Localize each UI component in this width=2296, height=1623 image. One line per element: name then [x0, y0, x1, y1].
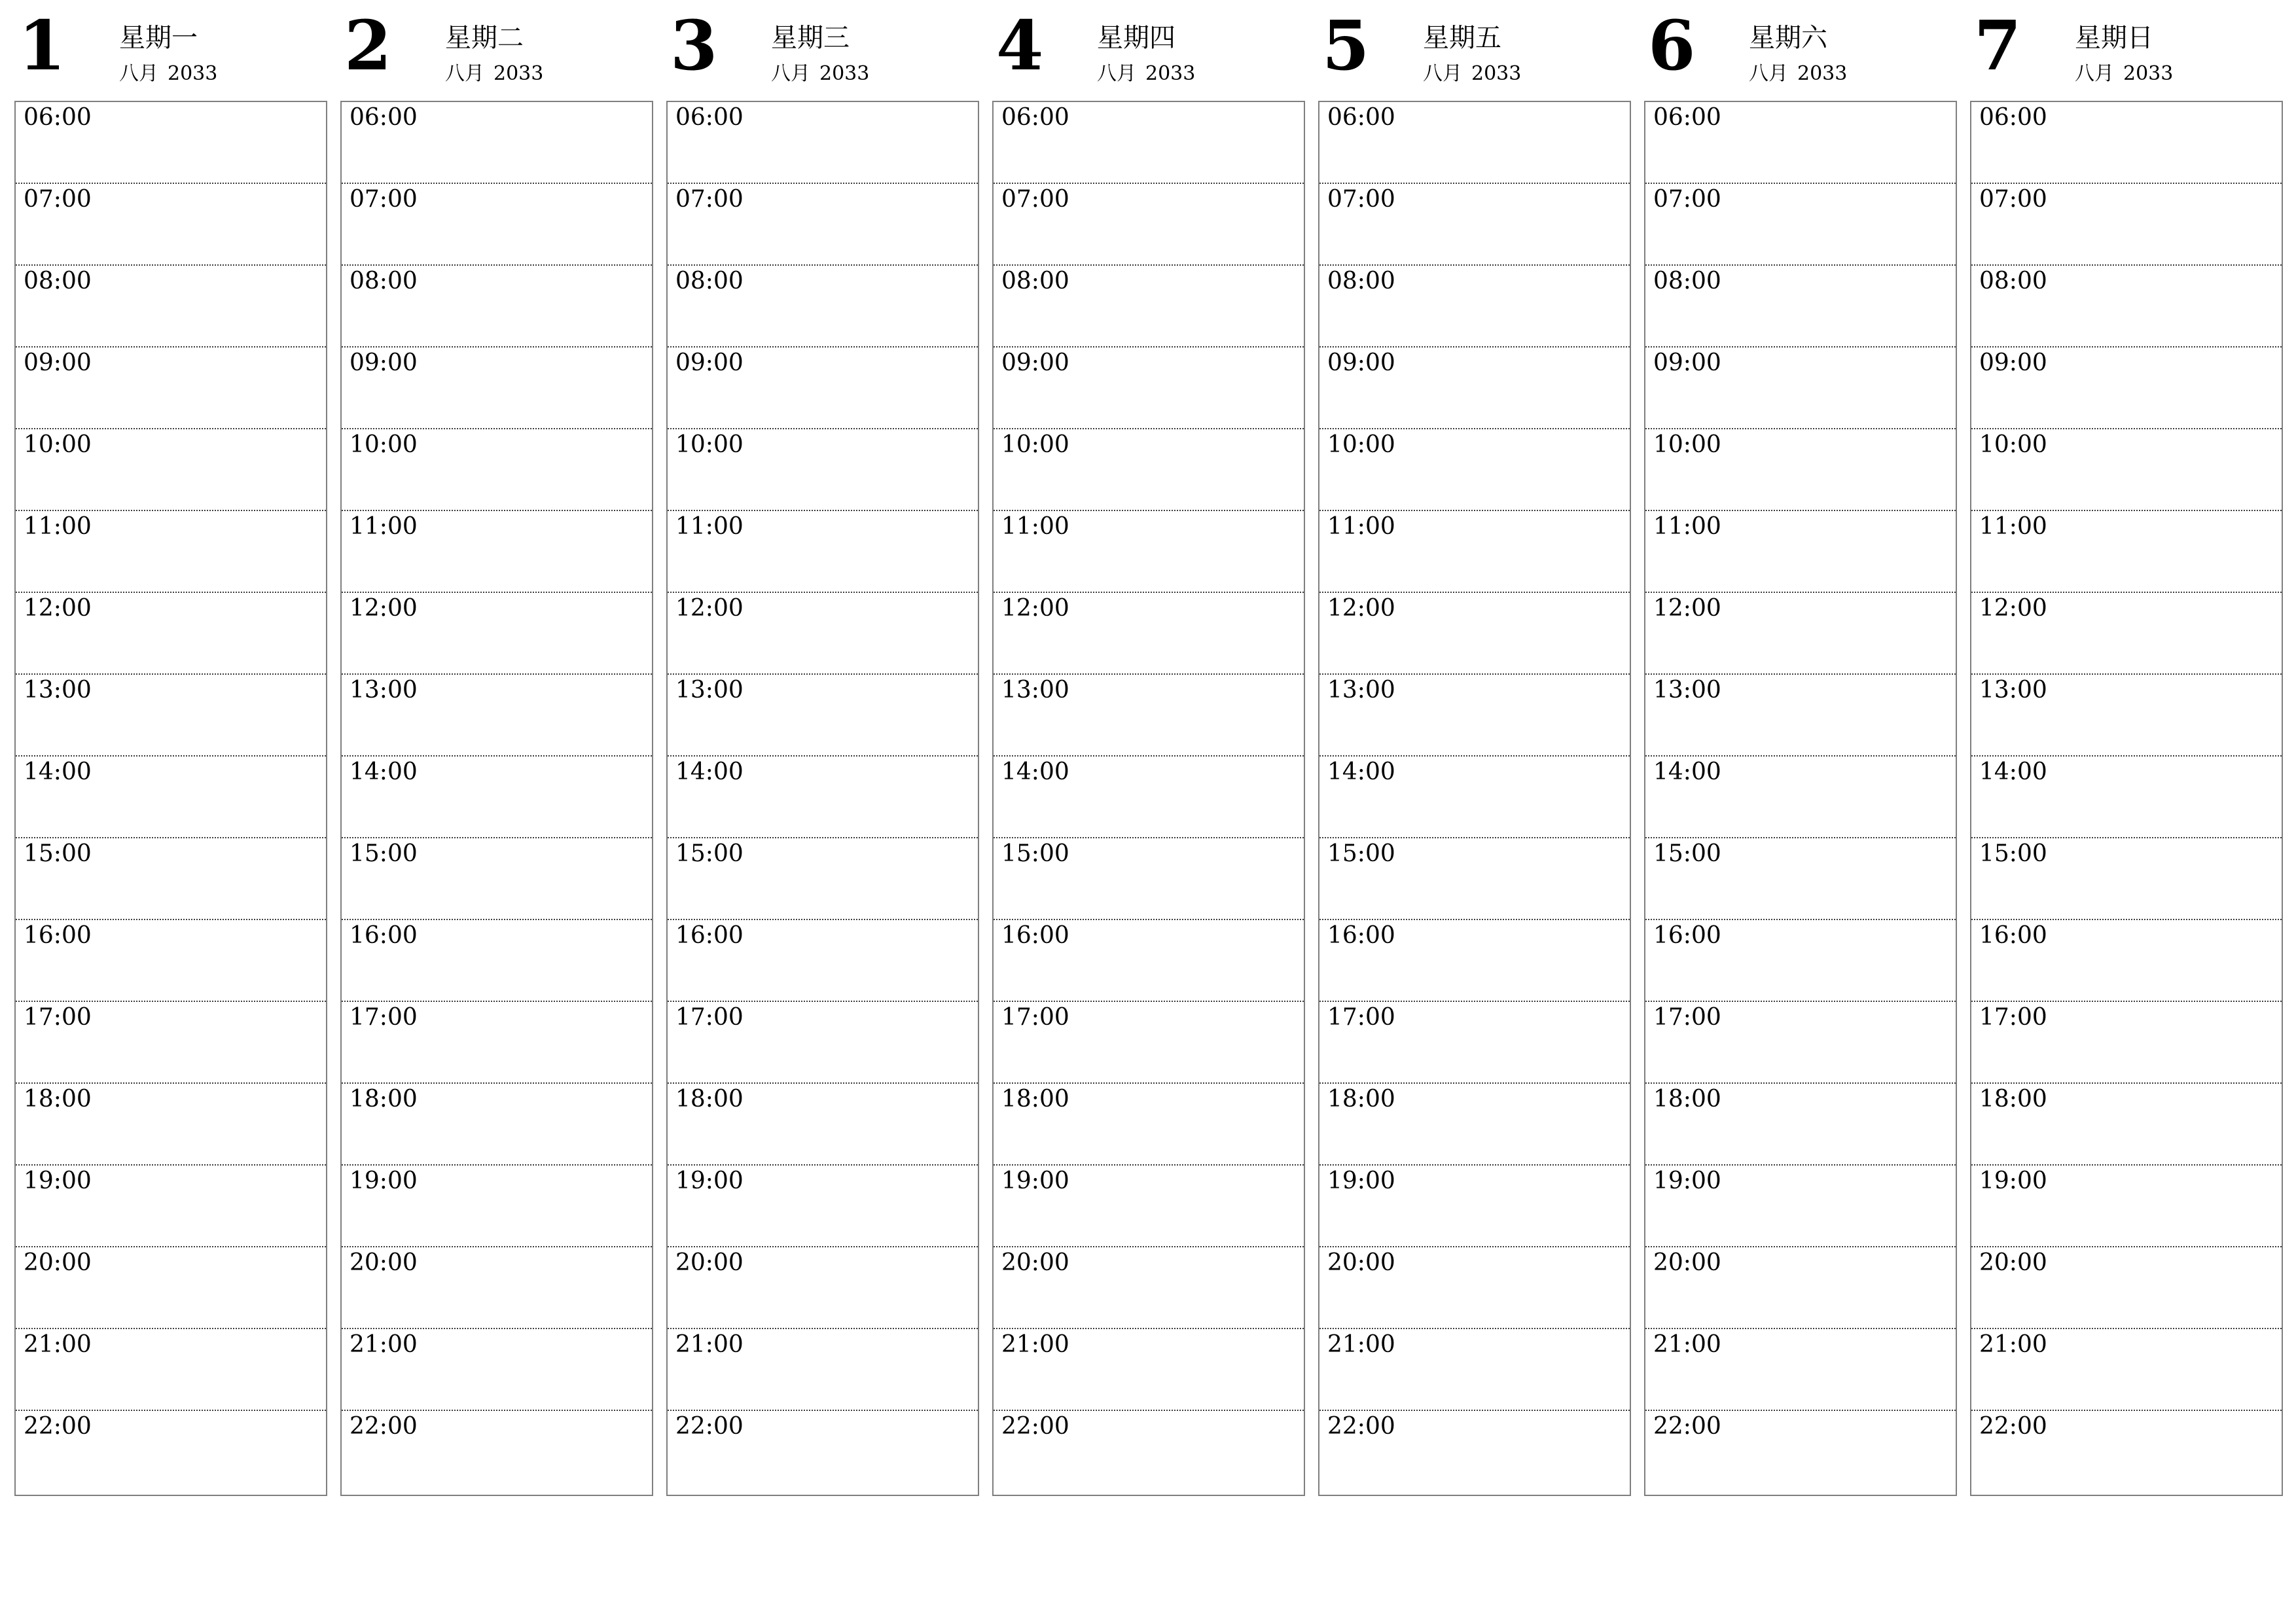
time-label: 11:00	[1001, 513, 1069, 540]
time-slot[interactable]	[994, 675, 1304, 757]
time-slot[interactable]	[1645, 1166, 1956, 1247]
time-label: 21:00	[350, 1331, 418, 1358]
month-label: 八月	[2075, 62, 2114, 85]
time-label: 07:00	[24, 186, 92, 213]
time-slot[interactable]	[994, 1084, 1304, 1166]
time-label: 07:00	[1327, 186, 1395, 213]
time-slot[interactable]	[1319, 1247, 1630, 1329]
time-slot[interactable]	[668, 348, 978, 429]
time-slot[interactable]	[342, 266, 652, 348]
time-slot[interactable]	[994, 266, 1304, 348]
time-slot[interactable]	[994, 1411, 1304, 1493]
time-slot[interactable]	[1971, 1329, 2282, 1411]
time-label: 15:00	[1653, 840, 1721, 867]
time-slot[interactable]	[16, 593, 326, 675]
time-slot[interactable]	[1319, 184, 1630, 266]
time-label: 11:00	[1327, 513, 1395, 540]
time-label: 21:00	[1653, 1331, 1721, 1358]
day-number: 5	[1322, 5, 1370, 86]
time-label: 20:00	[1001, 1249, 1069, 1276]
time-label: 09:00	[1979, 349, 2047, 376]
weekday-name: 星期三	[771, 23, 850, 53]
time-slot[interactable]	[16, 1084, 326, 1166]
time-label: 16:00	[350, 922, 418, 949]
time-slot[interactable]	[668, 511, 978, 593]
time-label: 15:00	[675, 840, 744, 867]
time-slot[interactable]	[1645, 1329, 1956, 1411]
time-label: 12:00	[1979, 595, 2047, 622]
time-label: 18:00	[1327, 1086, 1395, 1113]
year-label: 2033	[2123, 62, 2174, 85]
time-slot[interactable]	[668, 266, 978, 348]
time-slot[interactable]	[342, 838, 652, 920]
time-slot[interactable]	[1971, 920, 2282, 1002]
time-slot[interactable]	[16, 348, 326, 429]
time-label: 16:00	[1653, 922, 1721, 949]
time-slot[interactable]	[1971, 757, 2282, 838]
time-slot[interactable]	[1645, 675, 1956, 757]
time-label: 07:00	[1001, 186, 1069, 213]
time-slot[interactable]	[16, 1247, 326, 1329]
month-year	[119, 64, 217, 84]
time-slot[interactable]	[668, 757, 978, 838]
time-label: 20:00	[1653, 1249, 1721, 1276]
time-label: 12:00	[675, 595, 744, 622]
time-slot[interactable]	[1971, 593, 2282, 675]
time-label: 17:00	[675, 1004, 744, 1031]
time-label: 10:00	[1979, 431, 2047, 458]
time-label: 14:00	[1001, 758, 1069, 785]
time-slot[interactable]	[1971, 1084, 2282, 1166]
time-label: 22:00	[1653, 1413, 1721, 1440]
time-label: 13:00	[1327, 677, 1395, 704]
time-label: 13:00	[675, 677, 744, 704]
time-slot[interactable]	[16, 266, 326, 348]
weekday-name: 星期四	[1097, 23, 1175, 53]
time-slot[interactable]	[668, 1247, 978, 1329]
day-column-6	[1644, 0, 1957, 1440]
time-label: 15:00	[24, 840, 92, 867]
time-slot[interactable]	[1645, 184, 1956, 266]
time-slot[interactable]	[16, 102, 326, 184]
time-slot[interactable]	[16, 511, 326, 593]
time-slot[interactable]	[994, 757, 1304, 838]
time-slot[interactable]	[994, 1329, 1304, 1411]
time-label: 18:00	[24, 1086, 92, 1113]
time-label: 22:00	[1979, 1413, 2047, 1440]
time-slot[interactable]	[668, 1329, 978, 1411]
time-label: 11:00	[1979, 513, 2047, 540]
time-slot[interactable]	[1645, 266, 1956, 348]
time-slot[interactable]	[342, 593, 652, 675]
time-label: 06:00	[1001, 104, 1069, 131]
time-label: 16:00	[675, 922, 744, 949]
time-slot[interactable]	[668, 593, 978, 675]
time-label: 16:00	[1979, 922, 2047, 949]
time-label: 19:00	[1001, 1168, 1069, 1194]
time-label: 14:00	[675, 758, 744, 785]
day-schedule-box	[340, 101, 653, 1496]
day-column-4	[992, 0, 1305, 1440]
time-slot[interactable]	[994, 838, 1304, 920]
time-slot[interactable]	[668, 1411, 978, 1493]
month-year	[2075, 64, 2173, 84]
time-label: 15:00	[1001, 840, 1069, 867]
time-label: 17:00	[1979, 1004, 2047, 1031]
time-slot[interactable]	[994, 920, 1304, 1002]
time-label: 07:00	[675, 186, 744, 213]
time-slot[interactable]	[668, 1084, 978, 1166]
month-year	[1423, 64, 1521, 84]
time-slot[interactable]	[668, 920, 978, 1002]
weekday-name: 星期日	[2075, 23, 2153, 53]
time-label: 13:00	[1979, 677, 2047, 704]
time-label: 11:00	[350, 513, 418, 540]
time-label: 14:00	[1979, 758, 2047, 785]
day-column-3	[666, 0, 979, 1440]
time-label: 16:00	[24, 922, 92, 949]
time-slot[interactable]	[668, 429, 978, 511]
day-schedule-box	[1318, 101, 1631, 1496]
time-slot[interactable]	[994, 1247, 1304, 1329]
time-slot[interactable]	[1319, 1084, 1630, 1166]
year-label: 2033	[1797, 62, 1848, 85]
time-slot[interactable]	[1971, 1002, 2282, 1084]
time-label: 09:00	[675, 349, 744, 376]
time-slot[interactable]	[1319, 838, 1630, 920]
time-slot[interactable]	[994, 102, 1304, 184]
time-slot[interactable]	[16, 429, 326, 511]
time-slot[interactable]	[1971, 1411, 2282, 1493]
month-label: 八月	[771, 62, 810, 85]
time-slot[interactable]	[1319, 1002, 1630, 1084]
day-schedule-box	[14, 101, 327, 1496]
time-slot[interactable]	[342, 757, 652, 838]
month-label: 八月	[1097, 62, 1136, 85]
month-label: 八月	[1423, 62, 1462, 85]
time-slot[interactable]	[1645, 838, 1956, 920]
time-slot[interactable]	[1971, 348, 2282, 429]
time-label: 22:00	[1001, 1413, 1069, 1440]
time-label: 08:00	[350, 268, 418, 294]
time-label: 17:00	[24, 1004, 92, 1031]
time-slot[interactable]	[342, 511, 652, 593]
weekday-name: 星期五	[1423, 23, 1501, 53]
time-label: 07:00	[350, 186, 418, 213]
time-label: 22:00	[350, 1413, 418, 1440]
time-label: 12:00	[1327, 595, 1395, 622]
time-slot[interactable]	[1319, 1166, 1630, 1247]
weekday-name: 星期二	[445, 23, 524, 53]
time-slot[interactable]	[1971, 266, 2282, 348]
time-label: 19:00	[24, 1168, 92, 1194]
day-column-2	[340, 0, 653, 1440]
time-label: 07:00	[1653, 186, 1721, 213]
time-slot[interactable]	[1319, 675, 1630, 757]
time-slot[interactable]	[668, 675, 978, 757]
time-label: 17:00	[1653, 1004, 1721, 1031]
time-label: 14:00	[24, 758, 92, 785]
time-slot[interactable]	[1319, 757, 1630, 838]
time-slot[interactable]	[1645, 1002, 1956, 1084]
time-label: 14:00	[1653, 758, 1721, 785]
day-number: 2	[344, 5, 392, 86]
time-slot[interactable]	[668, 838, 978, 920]
time-label: 20:00	[24, 1249, 92, 1276]
time-label: 10:00	[24, 431, 92, 458]
time-label: 08:00	[1979, 268, 2047, 294]
time-slot[interactable]	[1971, 838, 2282, 920]
day-header	[340, 0, 653, 101]
time-label: 06:00	[675, 104, 744, 131]
time-label: 22:00	[1327, 1413, 1395, 1440]
time-label: 20:00	[1327, 1249, 1395, 1276]
time-label: 10:00	[675, 431, 744, 458]
time-slot[interactable]	[994, 511, 1304, 593]
time-label: 22:00	[675, 1413, 744, 1440]
time-label: 15:00	[1979, 840, 2047, 867]
time-label: 14:00	[1327, 758, 1395, 785]
time-label: 22:00	[24, 1413, 92, 1440]
time-label: 15:00	[1327, 840, 1395, 867]
time-slot[interactable]	[1645, 348, 1956, 429]
day-number: 1	[18, 5, 66, 86]
time-label: 19:00	[1653, 1168, 1721, 1194]
year-label: 2033	[1471, 62, 1522, 85]
time-label: 21:00	[675, 1331, 744, 1358]
time-label: 18:00	[350, 1086, 418, 1113]
time-slot[interactable]	[668, 184, 978, 266]
time-label: 19:00	[350, 1168, 418, 1194]
time-slot[interactable]	[342, 675, 652, 757]
time-label: 19:00	[1979, 1168, 2047, 1194]
time-slot[interactable]	[16, 757, 326, 838]
time-slot[interactable]	[1319, 511, 1630, 593]
weekday-name: 星期六	[1749, 23, 1827, 53]
time-slot[interactable]	[994, 1166, 1304, 1247]
time-label: 19:00	[1327, 1168, 1395, 1194]
time-slot[interactable]	[1645, 102, 1956, 184]
time-slot[interactable]	[1645, 1084, 1956, 1166]
time-label: 12:00	[350, 595, 418, 622]
time-label: 20:00	[675, 1249, 744, 1276]
time-label: 12:00	[24, 595, 92, 622]
time-label: 08:00	[1001, 268, 1069, 294]
time-label: 21:00	[1979, 1331, 2047, 1358]
time-label: 17:00	[350, 1004, 418, 1031]
time-slot[interactable]	[1319, 1329, 1630, 1411]
time-label: 13:00	[1653, 677, 1721, 704]
time-slot[interactable]	[994, 1002, 1304, 1084]
day-schedule-box	[992, 101, 1305, 1496]
year-label: 2033	[819, 62, 870, 85]
time-slot[interactable]	[994, 184, 1304, 266]
time-label: 09:00	[24, 349, 92, 376]
time-label: 20:00	[1979, 1249, 2047, 1276]
time-label: 09:00	[1327, 349, 1395, 376]
time-label: 10:00	[1001, 431, 1069, 458]
time-slot[interactable]	[342, 1411, 652, 1493]
time-slot[interactable]	[1971, 675, 2282, 757]
time-slot[interactable]	[1971, 429, 2282, 511]
day-column-7	[1970, 0, 2283, 1440]
time-slot[interactable]	[1645, 593, 1956, 675]
time-label: 12:00	[1001, 595, 1069, 622]
time-label: 13:00	[24, 677, 92, 704]
time-slot[interactable]	[16, 920, 326, 1002]
time-slot[interactable]	[1319, 102, 1630, 184]
time-slot[interactable]	[1645, 429, 1956, 511]
month-label: 八月	[1749, 62, 1788, 85]
time-slot[interactable]	[16, 1411, 326, 1493]
time-slot[interactable]	[1971, 184, 2282, 266]
day-header	[992, 0, 1305, 101]
time-label: 21:00	[1001, 1331, 1069, 1358]
day-number: 6	[1648, 5, 1696, 86]
day-header	[14, 0, 327, 101]
time-label: 07:00	[1979, 186, 2047, 213]
day-number: 3	[670, 5, 718, 86]
day-header	[1970, 0, 2283, 101]
year-label: 2033	[493, 62, 544, 85]
time-label: 09:00	[350, 349, 418, 376]
time-label: 16:00	[1327, 922, 1395, 949]
time-slot[interactable]	[342, 1166, 652, 1247]
time-label: 13:00	[1001, 677, 1069, 704]
time-slot[interactable]	[1971, 1247, 2282, 1329]
time-slot[interactable]	[1645, 1411, 1956, 1493]
time-slot[interactable]	[994, 348, 1304, 429]
time-slot[interactable]	[1971, 511, 2282, 593]
time-label: 21:00	[24, 1331, 92, 1358]
day-column-1	[14, 0, 327, 1440]
year-label: 2033	[168, 62, 218, 85]
time-label: 08:00	[1327, 268, 1395, 294]
time-label: 06:00	[1979, 104, 2047, 131]
time-slot[interactable]	[1645, 920, 1956, 1002]
time-label: 16:00	[1001, 922, 1069, 949]
time-slot[interactable]	[16, 1002, 326, 1084]
day-header	[666, 0, 979, 101]
time-label: 12:00	[1653, 595, 1721, 622]
time-label: 19:00	[675, 1168, 744, 1194]
time-label: 10:00	[1327, 431, 1395, 458]
time-slot[interactable]	[16, 1329, 326, 1411]
time-slot[interactable]	[16, 184, 326, 266]
time-label: 11:00	[675, 513, 744, 540]
time-label: 08:00	[24, 268, 92, 294]
time-slot[interactable]	[342, 348, 652, 429]
month-label: 八月	[119, 62, 158, 85]
time-slot[interactable]	[1971, 102, 2282, 184]
time-slot[interactable]	[1645, 1247, 1956, 1329]
time-label: 06:00	[350, 104, 418, 131]
day-column-5	[1318, 0, 1631, 1440]
time-slot[interactable]	[1971, 1166, 2282, 1247]
time-slot[interactable]	[16, 1166, 326, 1247]
time-label: 09:00	[1653, 349, 1721, 376]
time-slot[interactable]	[342, 920, 652, 1002]
time-label: 08:00	[675, 268, 744, 294]
time-slot[interactable]	[668, 102, 978, 184]
time-label: 06:00	[24, 104, 92, 131]
day-header	[1644, 0, 1957, 101]
time-slot[interactable]	[1645, 757, 1956, 838]
day-number: 7	[1974, 5, 2022, 86]
time-slot[interactable]	[994, 429, 1304, 511]
day-number: 4	[996, 5, 1044, 86]
day-schedule-box	[666, 101, 979, 1496]
time-label: 20:00	[350, 1249, 418, 1276]
time-label: 06:00	[1327, 104, 1395, 131]
time-label: 17:00	[1001, 1004, 1069, 1031]
time-label: 10:00	[350, 431, 418, 458]
time-slot[interactable]	[1319, 348, 1630, 429]
month-label: 八月	[445, 62, 484, 85]
month-year	[445, 64, 543, 84]
time-label: 10:00	[1653, 431, 1721, 458]
time-slot[interactable]	[1319, 920, 1630, 1002]
time-label: 13:00	[350, 677, 418, 704]
month-year	[1097, 64, 1195, 84]
time-label: 18:00	[675, 1086, 744, 1113]
time-label: 08:00	[1653, 268, 1721, 294]
time-slot[interactable]	[1319, 266, 1630, 348]
month-year	[771, 64, 869, 84]
time-slot[interactable]	[1319, 593, 1630, 675]
time-slot[interactable]	[342, 184, 652, 266]
time-slot[interactable]	[16, 838, 326, 920]
time-slot[interactable]	[1319, 429, 1630, 511]
time-label: 11:00	[1653, 513, 1721, 540]
time-slot[interactable]	[342, 1329, 652, 1411]
time-label: 18:00	[1979, 1086, 2047, 1113]
day-schedule-box	[1644, 101, 1957, 1496]
time-label: 09:00	[1001, 349, 1069, 376]
time-label: 11:00	[24, 513, 92, 540]
time-slot[interactable]	[342, 102, 652, 184]
time-slot[interactable]	[668, 1002, 978, 1084]
time-slot[interactable]	[16, 675, 326, 757]
time-label: 17:00	[1327, 1004, 1395, 1031]
time-label: 18:00	[1001, 1086, 1069, 1113]
time-label: 15:00	[350, 840, 418, 867]
year-label: 2033	[1145, 62, 1196, 85]
weekday-name: 星期一	[119, 23, 198, 53]
time-slot[interactable]	[668, 1166, 978, 1247]
time-slot[interactable]	[1319, 1411, 1630, 1493]
time-slot[interactable]	[342, 429, 652, 511]
time-slot[interactable]	[994, 593, 1304, 675]
time-slot[interactable]	[1645, 511, 1956, 593]
day-header	[1318, 0, 1631, 101]
time-slot[interactable]	[342, 1247, 652, 1329]
time-label: 14:00	[350, 758, 418, 785]
time-label: 06:00	[1653, 104, 1721, 131]
time-slot[interactable]	[342, 1002, 652, 1084]
time-label: 18:00	[1653, 1086, 1721, 1113]
time-slot[interactable]	[342, 1084, 652, 1166]
time-label: 21:00	[1327, 1331, 1395, 1358]
day-schedule-box	[1970, 101, 2283, 1496]
month-year	[1749, 64, 1847, 84]
